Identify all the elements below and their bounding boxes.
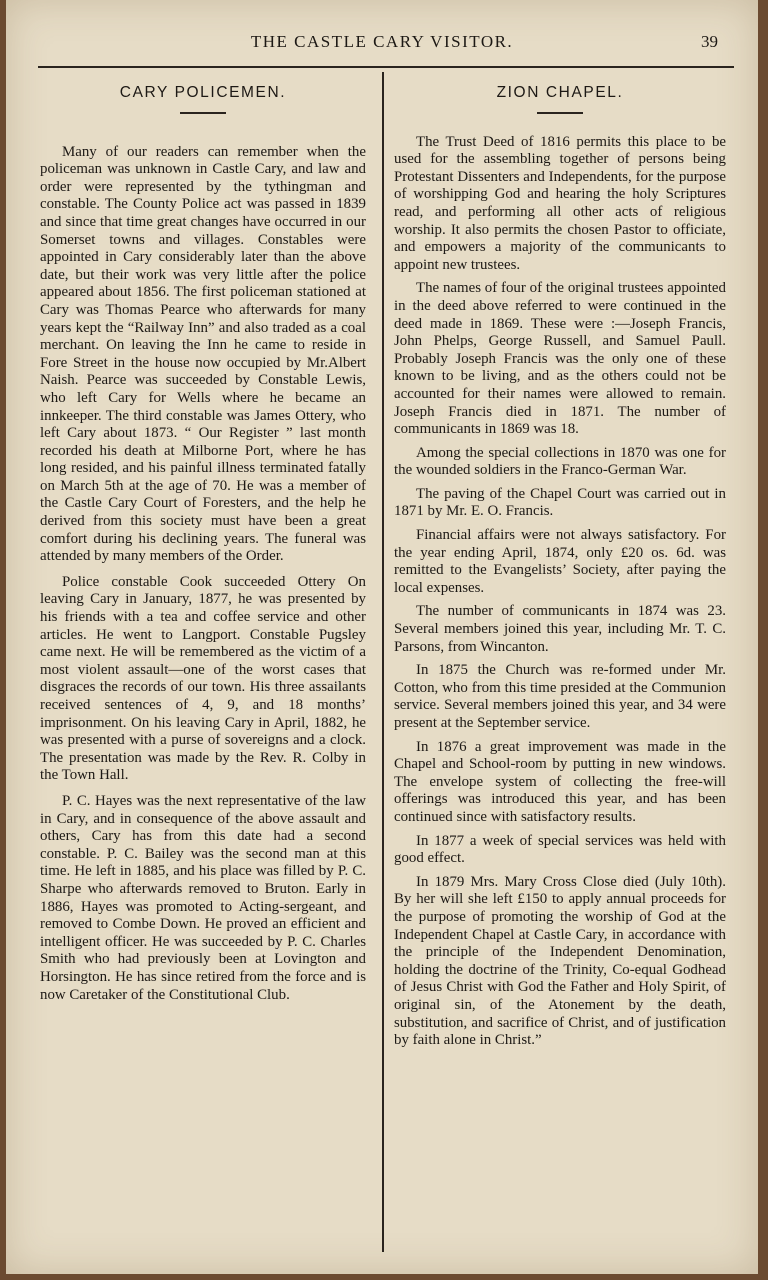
article-title: CARY POLICEMEN. xyxy=(119,84,287,101)
article-paragraph: In 1879 Mrs. Mary Cross Close died (July 10th). By her will she left £150 to apply annual proceeds for the purpose of promoting the worship of God at the Independent Chapel at Castle Cary, in accordance with the principle of the Independent Denomination, holding the doctrine of the Trinity, Co-equal Godhead of Jesus Christ with God the Father and Holy Spirit, of original sin, of the Atonement by the death, substitution, and sacrifice of Christ, and of justification by faith alone in Christ.” xyxy=(394,873,726,1049)
article-paragraph: Police constable Cook succeeded Ottery On leaving Cary in January, 1877, he was presented by his friends with a tea and coffee service and other articles. He went to Langport. Constable Pugsley came next. He will be remembered as the victim of a most violent assault—one of the worst cases that disgraces the records of our town. His three assailants received sentences of 4, 9, and 18 months’ imprisonment. On his leaving Cary in April, 1882, he was presented with a purse of sovereigns and a clock. The presentation was made by the Rev. R. Colby in the Town Hall. xyxy=(40,573,366,784)
article-cary-policemen xyxy=(40,80,366,1012)
article-paragraph: P. C. Hayes was the next representative of the law in Cary, and in consequence of the above assault and others, Cary has from this date had a second constable. P. C. Bailey was the second man at this time. He left in 1885, and his place was filled by P. C. Sharpe who afterwards removed to Bruton. Early in 1886, Hayes was promoted to Acting-sergeant, and removed to Combe Down. He proved an efficient and intelligent officer. He was succeeded by P. C. Charles Smith who had previously been at Lovington and Horsington. He has since retired from the force and is now Caretaker of the Constitutional Club. xyxy=(40,792,366,1003)
article-paragraph: In 1877 a week of special services was held with good effect. xyxy=(394,832,726,867)
article-title: ZION CHAPEL. xyxy=(496,84,624,101)
article-paragraph: The Trust Deed of 1816 permits this place to be used for the assembling together of persons being Protestant Dissenters and Independents, for the purpose of worshipping God and hearing the holy Scriptures read, and performing all other acts of religious worship. It also permits the chosen Pastor to officiate, and empowers a majority of the communicants to appoint new trustees. xyxy=(394,133,726,273)
header-rule xyxy=(38,66,734,68)
article-paragraph: In 1875 the Church was re-formed under Mr. Cotton, who from this time presided at the Communion service. Several members joined this year, and 34 were present at the September service. xyxy=(394,662,726,731)
article-paragraph: The paving of the Chapel Court was carried out in 1871 by Mr. E. O. Francis. xyxy=(394,485,726,520)
article-paragraph: Financial affairs were not always satisfactory. For the year ending April, 1874, only £20 os. 6d. was remitted to the Evangelists’ Society, after paying the local expenses. xyxy=(394,527,726,596)
article-paragraph: The names of four of the original trustees appointed in the deed above referred to were continued in the deed made in 1869. These were :—Joseph Francis, John Phelps, George Russell, and Samuel Paull. Probably Joseph Francis was the only one of these known to be living, and as the others could not be accounted for their names were allowed to remain. Joseph Francis died in 1871. The number of communicants in 1869 was 18. xyxy=(394,280,726,438)
article-paragraph: Many of our readers can remember when the policeman was unknown in Castle Cary, and law and order were represented by the tythingman and constable. The County Police act was passed in 1839 and since that time great changes have occurred in our Somerset towns and villages. Constables were appointed in Cary considerably later than the above date, but their work was very little after the police appeared about 1856. The first policeman stationed at Cary was Thomas Pearce who afterwards for many years kept the “Railway Inn” and also traded as a coal merchant. On leaving the Inn he came to reside in Fore Street in the house now occupied by Mr.Albert Naish. Pearce was succeeded by Constable Lewis, who left Cary for Wells where he became an innkeeper. The third constable was James Ottery, who left Cary about 1873. “ Our Register ” last month recorded his death at Milborne Port, where he has long resided, and his painful illness terminated fatally on March 5th at the age of 70. He was a member of the Castle Cary Court of Foresters, and the help he derived from this society must have been a great comfort during his declining years. The funeral was attended by many members of the Order. xyxy=(40,143,366,565)
article-paragraph: Among the special collections in 1870 was one for the wounded soldiers in the Franco-German War. xyxy=(394,444,726,479)
article-paragraph: In 1876 a great improvement was made in the Chapel and School-room by putting in new windows. The envelope system of collecting the free-will offerings was introduced this year, and has been continued since with satisfactory results. xyxy=(394,738,726,825)
article-paragraph: The number of communicants in 1874 was 23. Several members joined this year, including Mr. T. C. Parsons, from Wincanton. xyxy=(394,603,726,655)
column-divider xyxy=(382,72,384,1252)
running-title: THE CASTLE CARY VISITOR. xyxy=(250,32,514,51)
page-number: 39 xyxy=(701,32,718,51)
page-header xyxy=(6,32,758,58)
magazine-page xyxy=(6,0,758,1274)
title-rule xyxy=(537,112,583,114)
title-rule xyxy=(180,112,226,114)
article-zion-chapel xyxy=(394,80,726,1056)
